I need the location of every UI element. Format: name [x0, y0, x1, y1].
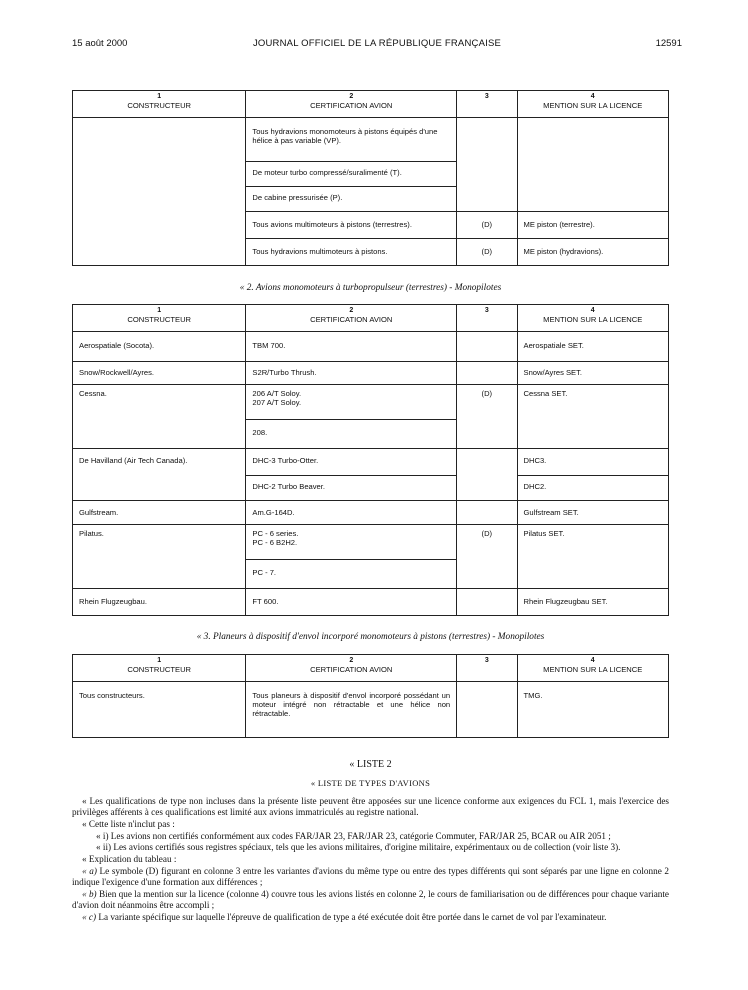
cell-line: 207 A/T Soloy.: [252, 398, 302, 408]
table-row: [73, 118, 669, 162]
cell-certification: S2R/Turbo Thrush.: [246, 362, 457, 385]
col-header-constructeur: 1 CONSTRUCTEUR: [73, 655, 246, 682]
cell-col3: [457, 449, 517, 501]
cell-mention: Gulfstream SET.: [517, 501, 669, 525]
cell-constructeur: [73, 118, 246, 266]
cell-mention: Aerospatiale SET.: [517, 332, 669, 362]
table-2: [72, 304, 669, 616]
header-page-number: 12591: [655, 38, 682, 49]
table-row: [73, 682, 669, 738]
paragraph: « Explication du tableau :: [82, 854, 177, 865]
col-header-constructeur: 1 CONSTRUCTEUR: [73, 91, 246, 118]
table-row: [73, 589, 669, 616]
item-label: « a): [82, 866, 97, 877]
liste-2-subtitle: « LISTE DE TYPES D'AVIONS: [310, 778, 431, 788]
cell-constructeur: Gulfstream.: [73, 501, 246, 525]
cell-col3: (D): [457, 239, 517, 266]
table-header-row: [73, 91, 669, 118]
cell-line: PC - 6 B2H2.: [252, 538, 298, 548]
table-row: [73, 362, 669, 385]
paragraph: [72, 866, 669, 888]
paragraph: « i) Les avions non certifiés conformément aux codes FAR/JAR 23, FAR/JAR 23, catégorie Commuter, FAR/JAR 25, BCAR ou AIR 2051 ;: [96, 830, 611, 841]
header-journal-title: JOURNAL OFFICIEL DE LA RÉPUBLIQUE FRANÇAISE: [252, 38, 502, 49]
item-label: « b): [82, 888, 97, 899]
cell-mention: [517, 118, 669, 212]
cell-col3: [457, 682, 517, 738]
paragraph: « Cette liste n'inclut pas :: [82, 818, 175, 829]
col-header-mention: 4 MENTION SUR LA LICENCE: [517, 305, 669, 332]
table-row: [73, 449, 669, 476]
cell-certification: De cabine pressurisée (P).: [246, 187, 457, 212]
col-header-certification: 2 CERTIFICATION AVION: [246, 91, 457, 118]
cell-certification: Tous hydravions multimoteurs à pistons.: [246, 239, 457, 266]
cell-col3: [457, 501, 517, 525]
cell-col3: [457, 118, 517, 212]
cell-certification: FT 600.: [246, 589, 457, 616]
cell-certification: 208.: [246, 420, 457, 449]
cell-certification: PC - 7.: [246, 560, 457, 589]
cell-certification: De moteur turbo compressé/suralimenté (T).: [246, 162, 457, 187]
cell-certification: [246, 525, 457, 560]
col-header-3: 3: [457, 655, 517, 682]
table-row: [73, 501, 669, 525]
cell-mention: Cessna SET.: [517, 385, 669, 449]
cell-mention: Snow/Ayres SET.: [517, 362, 669, 385]
body-text: [72, 796, 669, 923]
cell-col3: (D): [457, 525, 517, 589]
cell-certification: [246, 385, 457, 420]
table-row: [73, 332, 669, 362]
item-text: Bien que la mention sur la licence (colonne 4) couvre tous les avions listés en colonne 2, le cours de familiarisation ou de différences pour chaque variante d'avion doit néanmoins être accompli ;: [72, 888, 670, 910]
cell-certification: Tous avions multimoteurs à pistons (terrestres).: [246, 212, 457, 239]
table-header-row: [73, 655, 669, 682]
paragraph: « ii) Les avions certifiés sous registres spéciaux, tels que les avions militaires, d'origine militaire, expérimentaux ou de collection (voir liste 3).: [96, 842, 621, 853]
section-3-title: « 3. Planeurs à dispositif d'envol incorporé monomoteurs à pistons (terrestres) - Monopilotes: [196, 632, 545, 642]
col-header-constructeur: 1 CONSTRUCTEUR: [73, 305, 246, 332]
table-row: [73, 525, 669, 560]
col-header-certification: 2 CERTIFICATION AVION: [246, 305, 457, 332]
header-date: 15 août 2000: [72, 38, 128, 49]
page-header: [72, 38, 682, 52]
paragraph: [72, 912, 669, 923]
cell-constructeur: Rhein Flugzeugbau.: [73, 589, 246, 616]
paragraph: [72, 889, 669, 911]
cell-certification: TBM 700.: [246, 332, 457, 362]
col-header-mention: 4 MENTION SUR LA LICENCE: [517, 91, 669, 118]
paragraph: « Les qualifications de type non incluses dans la présente liste peuvent être apposées sur une licence conforme aux exigences du FCL 1, mais l'exercice des privilèges afférents à ces qualifications est limité aux avions immatriculés au registre national.: [72, 796, 669, 817]
cell-col3: [457, 332, 517, 362]
item-text: La variante spécifique sur laquelle l'épreuve de qualification de type a été exécutée doit être portée dans le carnet de vol par l'examinateur.: [96, 911, 607, 922]
table-row: [73, 385, 669, 420]
cell-mention: Pilatus SET.: [517, 525, 669, 589]
cell-constructeur: De Havilland (Air Tech Canada).: [73, 449, 246, 501]
cell-col3: [457, 362, 517, 385]
cell-mention: DHC2.: [517, 476, 669, 501]
cell-mention: DHC3.: [517, 449, 669, 476]
cell-certification: DHC-2 Turbo Beaver.: [246, 476, 457, 501]
cell-constructeur: Tous constructeurs.: [73, 682, 246, 738]
cell-col3: (D): [457, 385, 517, 449]
cell-certification: DHC-3 Turbo-Otter.: [246, 449, 457, 476]
cell-line: PC - 6 series.: [252, 529, 299, 538]
cell-line: 206 A/T Soloy.: [252, 389, 302, 398]
liste-2-title: « LISTE 2: [349, 759, 392, 770]
cell-constructeur: Pilatus.: [73, 525, 246, 589]
col-header-mention: 4 MENTION SUR LA LICENCE: [517, 655, 669, 682]
cell-constructeur: Snow/Rockwell/Ayres.: [73, 362, 246, 385]
cell-col3: [457, 589, 517, 616]
table-header-row: [73, 305, 669, 332]
cell-mention: ME piston (terrestre).: [517, 212, 669, 239]
table-1: [72, 90, 669, 266]
cell-mention: Rhein Flugzeugbau SET.: [517, 589, 669, 616]
section-2-title: « 2. Avions monomoteurs à turbopropulseur (terrestres) - Monopilotes: [239, 283, 502, 293]
col-header-3: 3: [457, 91, 517, 118]
col-header-certification: 2 CERTIFICATION AVION: [246, 655, 457, 682]
cell-constructeur: Cessna.: [73, 385, 246, 449]
cell-constructeur: Aerospatiale (Socota).: [73, 332, 246, 362]
cell-mention: TMG.: [517, 682, 669, 738]
table-3: [72, 654, 669, 738]
cell-certification: Tous hydravions monomoteurs à pistons équipés d'une hélice à pas variable (VP).: [246, 118, 457, 162]
col-header-3: 3: [457, 305, 517, 332]
cell-certification: Am.G-164D.: [246, 501, 457, 525]
cell-certification: Tous planeurs à dispositif d'envol incorporé possédant un moteur intégré non rétractable et une hélice non rétractable.: [246, 682, 457, 738]
item-text: Le symbole (D) figurant en colonne 3 entre les variantes d'avions du même type ou entre des types différents qui sont séparés par une ligne en colonne 2 indique l'exigence d'une formation aux différences ;: [72, 866, 670, 888]
cell-mention: ME piston (hydravions).: [517, 239, 669, 266]
item-label: « c): [82, 911, 97, 922]
cell-col3: (D): [457, 212, 517, 239]
